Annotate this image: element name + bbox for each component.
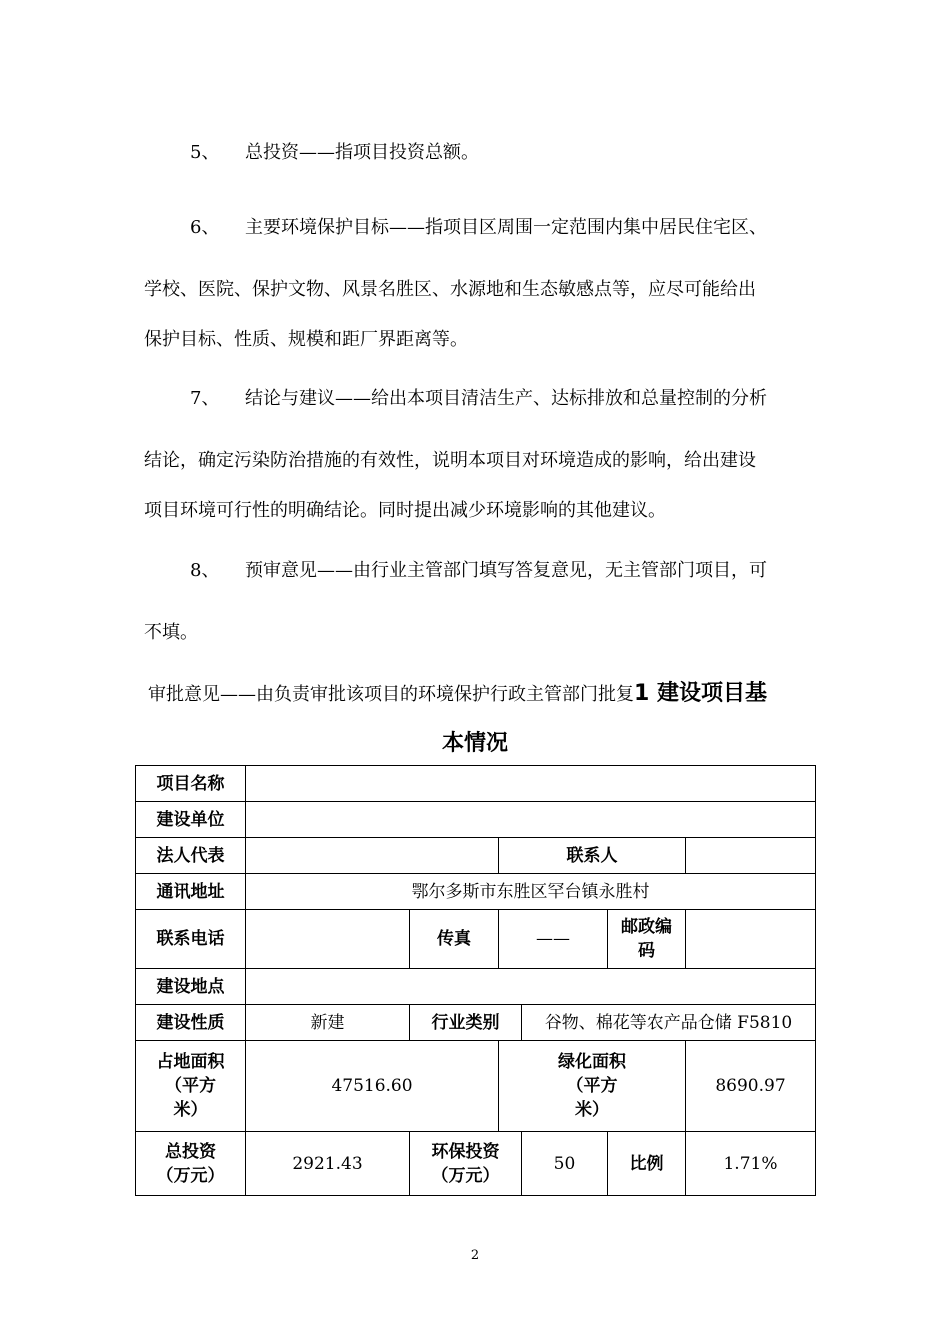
green-value: 8690.97 xyxy=(686,1041,816,1132)
page-number: 2 xyxy=(470,1248,480,1263)
builder-label: 建设单位 xyxy=(136,802,246,838)
table-row xyxy=(136,802,816,838)
ratio-label: 比例 xyxy=(608,1132,686,1196)
table-row xyxy=(136,766,816,802)
item-text: 预审意见——由行业主管部门填写答复意见，无主管部门项目，可 xyxy=(245,560,767,581)
postcode-label: 邮政编 码 xyxy=(608,910,686,969)
item-number: 5、 xyxy=(190,142,220,163)
phone-value xyxy=(246,910,410,969)
legal-rep-value xyxy=(246,838,499,874)
contact-value xyxy=(686,838,816,874)
item-6 xyxy=(0,215,950,355)
item-text-cont: 结论，确定污染防治措施的有效性，说明本项目对环境造成的影响，给出建设 xyxy=(144,450,756,471)
industry-label: 行业类别 xyxy=(410,1005,522,1041)
phone-label: 联系电话 xyxy=(136,910,246,969)
fax-value: —— xyxy=(499,910,608,969)
item-text: 结论与建议——给出本项目清洁生产、达标排放和总量控制的分析 xyxy=(245,388,767,409)
table-row xyxy=(136,874,816,910)
invest-value: 2921.43 xyxy=(246,1132,410,1196)
industry-value: 谷物、棉花等农产品仓储 F5810 xyxy=(522,1005,816,1041)
item-5 xyxy=(0,140,950,166)
nature-label: 建设性质 xyxy=(136,1005,246,1041)
legal-rep-label: 法人代表 xyxy=(136,838,246,874)
approval-text: 审批意见——由负责审批该项目的环境保护行政主管部门批复 xyxy=(148,684,634,705)
site-label: 建设地点 xyxy=(136,969,246,1005)
section-title: 1 建设项目基 xyxy=(634,681,767,706)
table-row xyxy=(136,1041,816,1132)
item-text-cont: 学校、医院、保护文物、风景名胜区、水源地和生态敏感点等，应尽可能给出 xyxy=(144,279,756,300)
postcode-value xyxy=(686,910,816,969)
address-label: 通讯地址 xyxy=(136,874,246,910)
project-name-label: 项目名称 xyxy=(136,766,246,802)
item-text-cont: 项目环境可行性的明确结论。同时提出减少环境影响的其他建议。 xyxy=(144,500,666,521)
site-value xyxy=(246,969,816,1005)
invest-label: 总投资 （万元） xyxy=(136,1132,246,1196)
table-row xyxy=(136,1005,816,1041)
ratio-value: 1.71% xyxy=(686,1132,816,1196)
env-invest-label: 环保投资 （万元） xyxy=(410,1132,522,1196)
item-7 xyxy=(0,386,950,526)
approval-line xyxy=(148,676,767,707)
project-name-value xyxy=(246,766,816,802)
item-number: 6、 xyxy=(190,217,220,238)
builder-value xyxy=(246,802,816,838)
item-number: 7、 xyxy=(190,388,220,409)
item-8 xyxy=(0,558,950,648)
contact-label: 联系人 xyxy=(499,838,686,874)
table-row xyxy=(136,910,816,969)
table-row xyxy=(136,1132,816,1196)
item-text-cont: 不填。 xyxy=(144,622,198,643)
nature-value: 新建 xyxy=(246,1005,410,1041)
table-row xyxy=(136,969,816,1005)
item-text: 主要环境保护目标——指项目区周围一定范围内集中居民住宅区、 xyxy=(245,217,767,238)
area-label: 占地面积 （平方 米） xyxy=(136,1041,246,1132)
env-invest-value: 50 xyxy=(522,1132,608,1196)
green-label: 绿化面积 （平方 米） xyxy=(499,1041,686,1132)
section-title-cont: 本情况 xyxy=(441,731,508,756)
table-row xyxy=(136,838,816,874)
area-value: 47516.60 xyxy=(246,1041,499,1132)
project-info-table xyxy=(135,765,816,1196)
item-number: 8、 xyxy=(190,560,220,581)
fax-label: 传真 xyxy=(410,910,499,969)
address-value: 鄂尔多斯市东胜区罕台镇永胜村 xyxy=(246,874,816,910)
item-text-cont: 保护目标、性质、规模和距厂界距离等。 xyxy=(144,329,468,350)
item-text: 总投资——指项目投资总额。 xyxy=(245,142,479,163)
